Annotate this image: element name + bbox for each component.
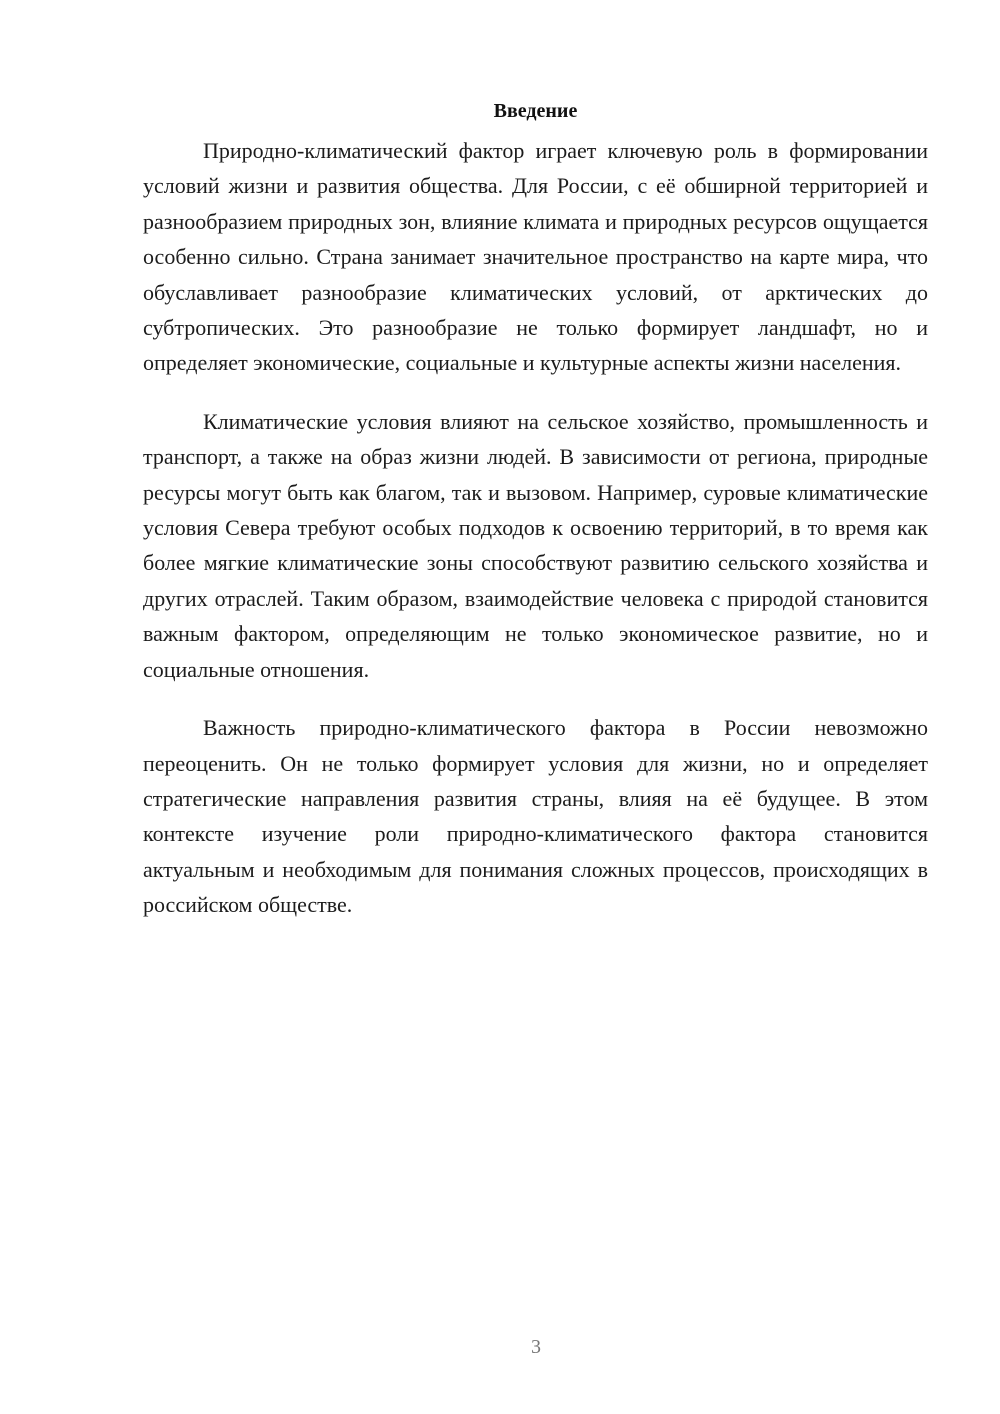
page-number: 3 [531, 1336, 541, 1358]
paragraph-1: Природно-климатический фактор играет ключевую роль в формировании условий жизни и развития общества. Для России, с её обширной территорией и разнообразием природных зон, влияние климата и природных ресурсов ощущается особенно сильно. Страна занимает значительное пространство на карте мира, что обуславливает разнообразие климатических условий, от арктических до субтропических. Это разнообразие не только формирует ландшафт, но и определяет экономические, социальные и культурные аспекты жизни населения. [143, 138, 928, 376]
page-content [143, 96, 928, 946]
paragraph-2: Климатические условия влияют на сельское хозяйство, промышленность и транспорт, а также на образ жизни людей. В зависимости от региона, природные ресурсы могут быть как благом, так и вызовом. Например, суровые климатические условия Севера требуют особых подходов к освоению территорий, в то время как более мягкие климатические зоны способствуют развитию сельского хозяйства и других отраслей. Таким образом, взаимодействие человека с природой становится важным фактором, определяющим не только экономическое развитие, но и социальные отношения. [143, 408, 928, 682]
paragraph-3: Важность природно-климатического фактора в России невозможно переоценить. Он не только формирует условия для жизни, но и определяет стратегические направления развития страны, влияя на её будущее. В этом контексте изучение роли природно-климатического фактора становится актуальным и необходимым для понимания сложных процессов, происходящих в российском обществе. [143, 715, 928, 918]
section-title: Введение [493, 100, 578, 122]
